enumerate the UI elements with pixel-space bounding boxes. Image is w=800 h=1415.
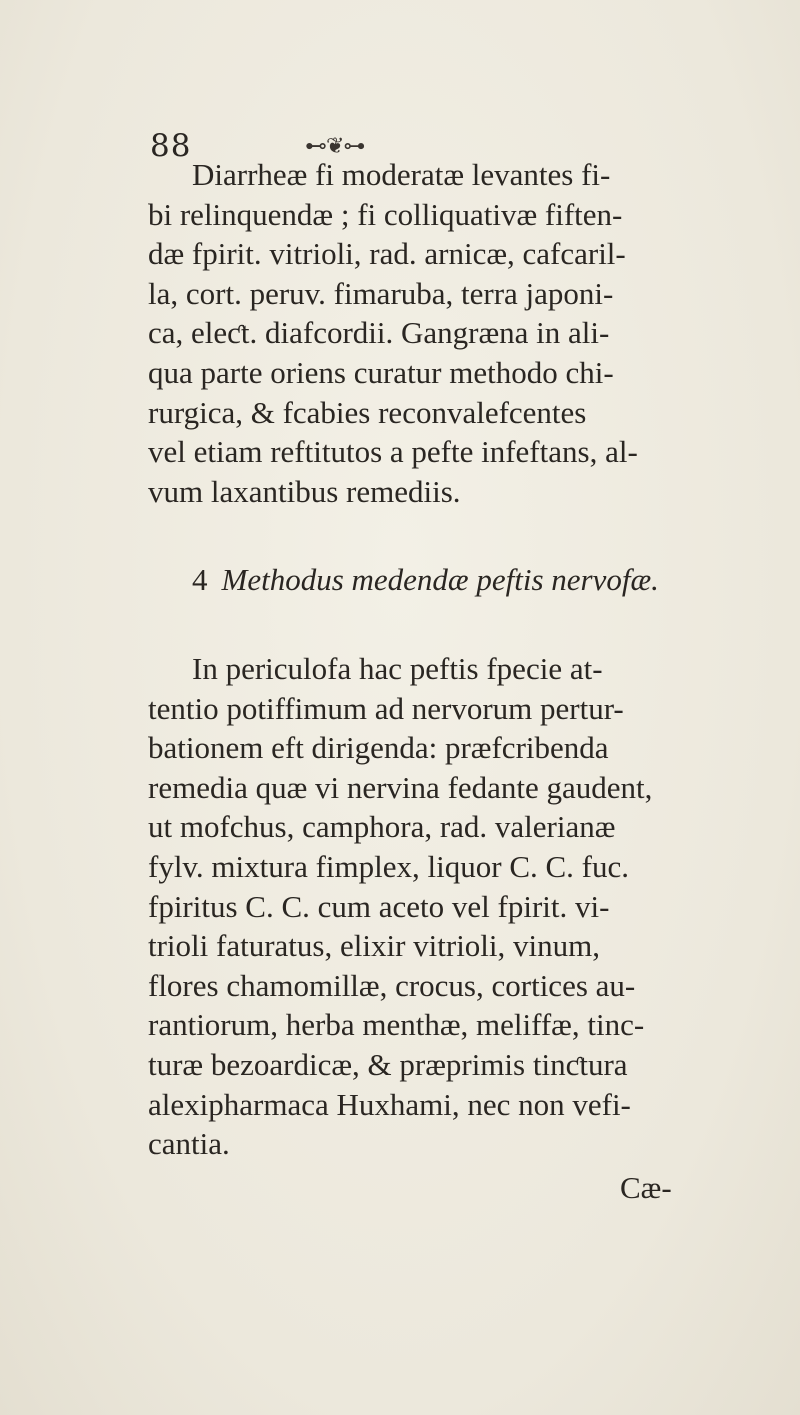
text-line: la, cort. peruv. fimaruba, terra japoni-	[148, 275, 614, 311]
text-line: ut mofchus, camphora, rad. valerianæ	[148, 809, 616, 845]
section-number: 4	[192, 562, 208, 597]
text-line: remedia quæ vi nervina fedante gaudent,	[148, 769, 653, 805]
text-line: vel etiam reftitutos a pefte infeftans, al-	[148, 434, 638, 470]
text-line: alexipharmaca Huxhami, nec non vefi-	[148, 1086, 631, 1122]
text-line: Diarrheæ fi moderatæ levantes fi-	[192, 157, 611, 192]
text-line: cantia.	[148, 1126, 230, 1162]
paragraph-nervous-plague	[148, 649, 708, 1164]
text-line: fpiritus C. C. cum aceto vel fpirit. vi-	[148, 888, 610, 924]
text-line: In periculofa hac peftis fpecie at-	[192, 651, 603, 686]
text-line: qua parte oriens curatur methodo chi-	[148, 354, 614, 390]
paragraph-diarrhea	[148, 155, 708, 511]
text-line: ca, eleƈt. diafcordii. Gangræna in ali-	[148, 315, 610, 351]
text-line: tentio potiffimum ad nervorum pertur-	[148, 690, 624, 726]
section-title: Methodus medendæ peftis nervofæ.	[221, 562, 659, 597]
section-heading	[192, 562, 659, 598]
text-line: bationem eft dirigenda: præfcribenda	[148, 730, 609, 766]
text-line: bi relinquendæ ; fi colliquativæ fiften-	[148, 196, 623, 232]
text-line: turæ bezoardicæ, & præprimis tinƈtura	[148, 1046, 628, 1082]
text-line: trioli faturatus, elixir vitrioli, vinum,	[148, 928, 601, 964]
text-line: dæ fpirit. vitrioli, rad. arnicæ, cafcaril-	[148, 236, 626, 272]
text-line: vum laxantibus remediis.	[148, 473, 461, 509]
header-ornament: ⊷❦⊶	[305, 134, 365, 159]
text-line: flores chamomillæ, crocus, cortices au-	[148, 967, 636, 1003]
page-number: 88	[150, 128, 192, 164]
text-line: rurgica, & fcabies reconvalefcentes	[148, 394, 587, 430]
catchword: Cæ-	[620, 1170, 672, 1205]
text-line: fylv. mixtura fimplex, liquor C. C. fuc.	[148, 848, 629, 884]
text-line: rantiorum, herba menthæ, meliffæ, tinc-	[148, 1007, 645, 1043]
